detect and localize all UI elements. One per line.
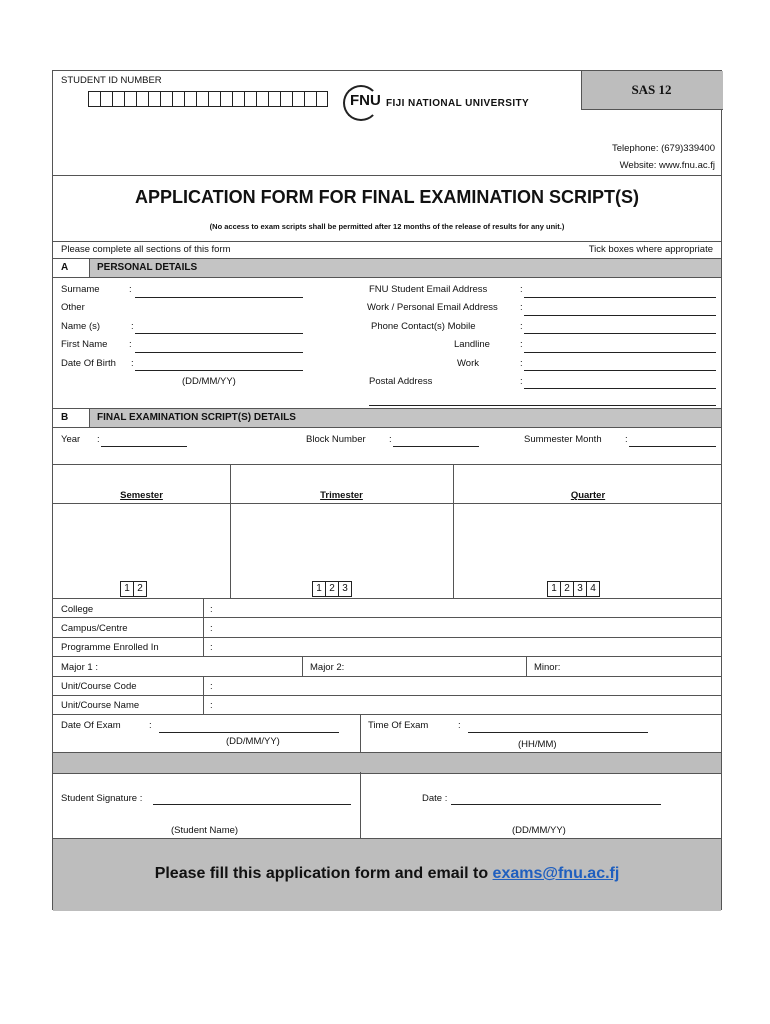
- semester-header: Semester: [120, 490, 163, 501]
- date-exam-label: Date Of Exam: [61, 720, 121, 731]
- email-label: FNU Student Email Address: [369, 284, 488, 295]
- campus-label: Campus/Centre: [61, 623, 128, 634]
- other-label: Other: [61, 302, 85, 313]
- phone-label: Phone Contact(s) Mobile: [371, 321, 476, 332]
- mobile-field[interactable]: [524, 333, 716, 334]
- section-b-title: FINAL EXAMINATION SCRIPT(S) DETAILS: [97, 412, 296, 423]
- semester-option[interactable]: 2: [133, 581, 147, 597]
- email-field[interactable]: [524, 297, 716, 298]
- names-field[interactable]: [135, 333, 303, 334]
- student-id-boxes[interactable]: [88, 91, 328, 112]
- instructions-left: Please complete all sections of this form: [61, 244, 231, 255]
- dob-field[interactable]: [135, 370, 303, 371]
- quarter-option[interactable]: 2: [560, 581, 573, 597]
- landline-field[interactable]: [524, 352, 716, 353]
- time-exam-format: (HH/MM): [518, 739, 557, 750]
- programme-label: Programme Enrolled In: [61, 642, 159, 653]
- postal-field[interactable]: [524, 388, 716, 389]
- quarter-option[interactable]: 4: [586, 581, 600, 597]
- signature-label: Student Signature :: [61, 793, 143, 804]
- block-field[interactable]: [393, 446, 479, 447]
- page-subtitle: (No access to exam scripts shall be permitted after 12 months of the release of results for any unit.): [209, 222, 565, 231]
- time-exam-label: Time Of Exam: [368, 720, 429, 731]
- time-exam-field[interactable]: [468, 732, 648, 733]
- website: Website: www.fnu.ac.fj: [619, 160, 715, 171]
- block-label: Block Number: [306, 434, 366, 445]
- footer-text: Please fill this application form and email to: [154, 865, 489, 882]
- student-name-label: (Student Name): [171, 825, 239, 836]
- surname-field[interactable]: [135, 297, 303, 298]
- postal-field-2[interactable]: [369, 405, 716, 406]
- first-name-field[interactable]: [135, 352, 303, 353]
- university-name: FIJI NATIONAL UNIVERSITY: [386, 98, 530, 109]
- signature-field[interactable]: [153, 804, 351, 805]
- semester-boxes[interactable]: [120, 581, 147, 597]
- section-b-letter: B: [61, 412, 69, 423]
- email-link[interactable]: exams@fnu.ac.fj: [492, 865, 620, 882]
- dob-format: (DD/MM/YY): [182, 376, 236, 387]
- summester-label: Summester Month: [524, 434, 602, 445]
- first-name-label: First Name: [61, 339, 108, 350]
- names-label: Name (s): [61, 321, 101, 332]
- trimester-option[interactable]: 1: [312, 581, 325, 597]
- trimester-option[interactable]: 3: [338, 581, 352, 597]
- year-label: Year: [61, 434, 81, 445]
- quarter-option[interactable]: 1: [547, 581, 560, 597]
- summester-field[interactable]: [629, 446, 716, 447]
- section-a-letter: A: [61, 262, 69, 273]
- date-field[interactable]: [451, 804, 661, 805]
- application-form: STUDENT ID NUMBER FNU FIJI NATIONAL UNIVERSITY SAS 12 Telephone: (679)339400 Website: www.fnu.ac.fj APPLICATION FORM FOR FINAL EXAMINATION SCRIPT(S) (No access to exam scripts shall be permitted after 12 months of the release of results for any unit.) Please complete all sections of this form Tick boxes where appropriate A PERSONAL DETAILS Surname : Other Name (s) : First Name : Date Of Birth : (DD/MM/YY) FNU Student Email Address : Work / Personal Email Address : Phone Contact(s) Mobile : Landline : Work : Postal Address : B FINAL EXAMINATION SCRIPT(S) DETAILS Year : Block Number : Summester Month : Semester Trimester Quarter 1 2 1 2 3 1 2 3 4 College : Campus/Centre : Programme Enrolled In : Major 1 : Major 2: Minor: Unit/Course Code : Unit/Course Name : Date Of Exam : (DD/MM/YY) Time Of Exam : (HH/MM) Student Signature : (Student Name) Date : (DD/MM/YY) Please fill this application form and email to exams@fnu.ac.fj: [52, 70, 722, 910]
- college-label: College: [61, 604, 94, 615]
- dob-label: Date Of Birth: [61, 358, 116, 369]
- year-field[interactable]: [101, 446, 187, 447]
- trimester-header: Trimester: [320, 490, 363, 501]
- trimester-boxes[interactable]: [312, 581, 352, 597]
- minor-label: Minor:: [534, 662, 561, 673]
- work-email-label: Work / Personal Email Address: [367, 302, 498, 313]
- quarter-header: Quarter: [570, 490, 606, 501]
- page-title: APPLICATION FORM FOR FINAL EXAMINATION SCRIPT(S): [135, 187, 639, 207]
- spacer-bar: [53, 752, 721, 774]
- landline-label: Landline: [454, 339, 490, 350]
- fnu-logo-text: FNU: [350, 92, 381, 109]
- quarter-boxes[interactable]: [547, 581, 600, 597]
- work-phone-field[interactable]: [524, 370, 716, 371]
- semester-option[interactable]: 1: [120, 581, 133, 597]
- trimester-option[interactable]: 2: [325, 581, 338, 597]
- section-a-title: PERSONAL DETAILS: [97, 262, 198, 273]
- major1-label: Major 1 :: [61, 662, 98, 673]
- instructions-right: Tick boxes where appropriate: [588, 244, 713, 255]
- work-email-field[interactable]: [524, 315, 716, 316]
- quarter-option[interactable]: 3: [573, 581, 586, 597]
- work-label: Work: [457, 358, 479, 369]
- unit-name-label: Unit/Course Name: [61, 700, 140, 711]
- surname-label: Surname: [61, 284, 100, 295]
- date-exam-format: (DD/MM/YY): [226, 736, 280, 747]
- major2-label: Major 2:: [310, 662, 345, 673]
- date-format: (DD/MM/YY): [512, 825, 566, 836]
- form-code: SAS 12: [631, 82, 672, 97]
- unit-code-label: Unit/Course Code: [61, 681, 137, 692]
- date-exam-field[interactable]: [159, 732, 339, 733]
- telephone: Telephone: (679)339400: [611, 143, 715, 154]
- student-id-label: STUDENT ID NUMBER: [61, 75, 162, 86]
- footer-message: [53, 865, 721, 883]
- postal-label: Postal Address: [369, 376, 433, 387]
- date-label: Date :: [422, 793, 448, 804]
